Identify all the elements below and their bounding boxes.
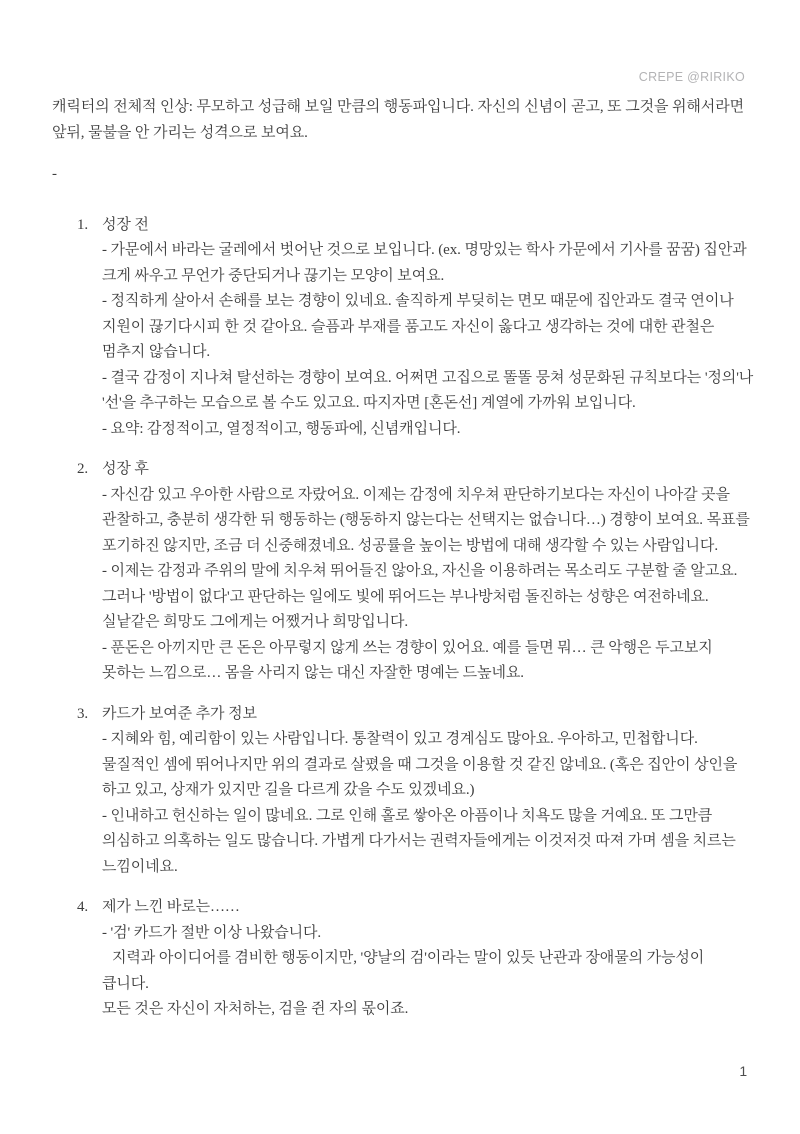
section-body — [102, 238, 754, 442]
section-paragraph: - 결국 감정이 지나쳐 탈선하는 경향이 보여요. 어쩌면 고집으로 똘똘 뭉쳐 성문화된 규칙보다는 '정의'나 '선'을 추구하는 모습으로 볼 수도 있고요. 따지자면 [혼돈선] 계열에 가까워 보입니다. — [102, 369, 754, 411]
section-paragraph: - '검' 카드가 절반 이상 나왔습니다. — [102, 924, 322, 941]
section-title: 제가 느낀 바로는…… — [102, 899, 240, 915]
section-number: 4. — [77, 899, 89, 915]
section-item — [52, 895, 754, 1023]
section-paragraph: - 지혜와 힘, 예리함이 있는 사람입니다. 통찰력이 있고 경계심도 많아요. 우아하고, 민첩합니다. 물질적인 셈에 뛰어나지만 위의 결과로 살폈을 때 그것을 이용할 것 같진 않네요. (혹은 집안이 상인을 하고 있고, 상재가 있지만 길을 다르게 갔을 수도 있겠네요.) — [102, 731, 738, 798]
section-paragraph: 지력과 아이디어를 겸비한 행동이지만, '양날의 검'이라는 말이 있듯 난관과 장애물의 가능성이 큽니다. — [102, 950, 705, 992]
document-content — [52, 95, 754, 1038]
section-body — [102, 921, 754, 1023]
page-number: 1 — [739, 1063, 747, 1079]
divider-dash: - — [52, 166, 57, 182]
section-item — [52, 213, 754, 443]
section-list — [52, 213, 754, 1023]
section-paragraph: - 가문에서 바라는 굴레에서 벗어난 것으로 보입니다. (ex. 명망있는 학사 가문에서 기사를 꿈꿈) 집안과 크게 싸우고 무언가 중단되거나 끊기는 모양이 보여요. — [102, 242, 747, 284]
section-title: 카드가 보여준 추가 정보 — [102, 705, 257, 722]
section-item — [52, 457, 754, 687]
section-paragraph: - 요약: 감정적이고, 열정적이고, 행동파에, 신념캐입니다. — [102, 420, 461, 437]
intro-paragraph: 캐릭터의 전체적 인상: 무모하고 성급해 보일 만큼의 행동파입니다. 자신의 신념이 곧고, 또 그것을 위해서라면 앞뒤, 물불을 안 가리는 성격으로 보여요. — [52, 99, 744, 141]
section-item — [52, 702, 754, 881]
section-paragraph: - 정직하게 살아서 손해를 보는 경향이 있네요. 솔직하게 부딪히는 면모 때문에 집안과도 결국 연이나 지원이 끊기다시피 한 것 같아요. 슬픔과 부재를 품고도 자신이 옳다고 생각하는 것에 대한 관철은 멈추지 않습니다. — [102, 293, 734, 360]
watermark: CREPE @RIRIKO — [638, 70, 745, 84]
section-paragraph: - 자신감 있고 우아한 사람으로 자랐어요. 이제는 감정에 치우쳐 판단하기보다는 자신이 나아갈 곳을 관찰하고, 충분히 생각한 뒤 행동하는 (행동하지 않는다는 선택지는 없습니다…) 경향이 보여요. 목표를 포기하진 않지만, 조금 더 신중해졌네요. 성공률을 높이는 방법에 대해 생각할 수 있는 사람입니다. — [102, 486, 750, 554]
section-paragraph: - 이제는 감정과 주위의 말에 치우쳐 뛰어들진 않아요, 자신을 이용하려는 목소리도 구분할 줄 알고요. 그러나 '방법이 없다'고 판단하는 일에도 빛에 뛰어드는 부나방처럼 돌진하는 성향은 여전하네요. 실낱같은 희망도 그에게는 어쨌거나 희망입니다. — [102, 563, 738, 630]
section-title: 성장 전 — [102, 216, 149, 233]
section-body — [102, 483, 754, 687]
section-number: 1. — [77, 216, 89, 233]
section-paragraph: - 푼돈은 아끼지만 큰 돈은 아무렇지 않게 쓰는 경향이 있어요. 예를 들면 뭐… 큰 악행은 두고보지 못하는 느낌으로… 몸을 사리지 않는 대신 자잘한 명예는 드높네요. — [102, 639, 713, 681]
section-number: 3. — [77, 705, 89, 722]
section-paragraph: 모든 것은 자신이 자처하는, 검을 쥔 자의 몫이죠. — [102, 1001, 409, 1017]
section-title: 성장 후 — [102, 461, 149, 477]
section-paragraph: - 인내하고 헌신하는 일이 많네요. 그로 인해 홀로 쌓아온 아픔이나 치욕도 많을 거예요. 또 그만큼 의심하고 의혹하는 일도 많습니다. 가볍게 다가서는 권력자들에게는 이것저것 따져 가며 셈을 치르는 느낌이네요. — [102, 807, 736, 875]
section-number: 2. — [77, 461, 89, 477]
section-body — [102, 727, 754, 880]
